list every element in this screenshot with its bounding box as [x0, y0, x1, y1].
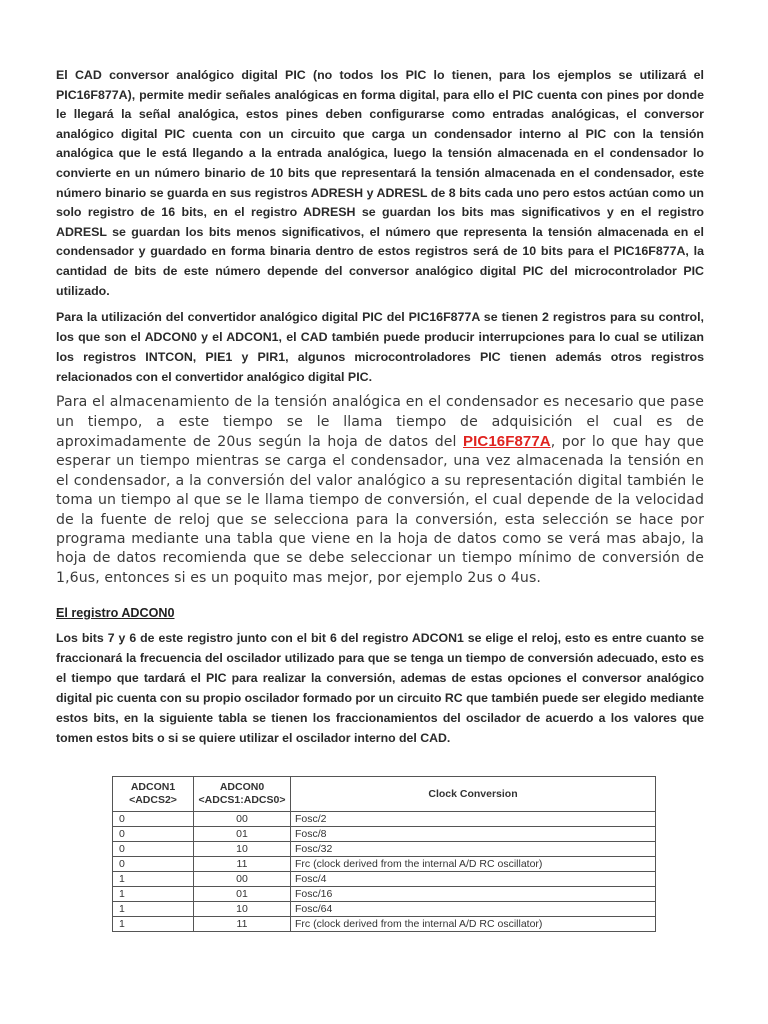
cell-adcs1-adcs0: 10 — [194, 902, 291, 917]
cell-clock-conversion: Fosc/2 — [291, 812, 656, 827]
header-clock-conversion: Clock Conversion — [291, 777, 656, 812]
header-adcon0-line1: ADCON0 — [219, 781, 265, 793]
cell-adcs2: 1 — [113, 872, 194, 887]
table-row — [113, 842, 656, 857]
cell-adcs1-adcs0: 11 — [194, 917, 291, 932]
cell-adcs1-adcs0: 00 — [194, 872, 291, 887]
cell-adcs2: 1 — [113, 917, 194, 932]
cell-clock-conversion: Fosc/32 — [291, 842, 656, 857]
cell-adcs2: 1 — [113, 902, 194, 917]
cell-adcs1-adcs0: 10 — [194, 842, 291, 857]
table-header-row — [113, 777, 656, 812]
cell-clock-conversion: Frc (clock derived from the internal A/D RC oscillator) — [291, 917, 656, 932]
document-page — [56, 66, 704, 748]
pic16f877a-link[interactable]: PIC16F877A — [463, 432, 551, 450]
header-adcon1 — [113, 777, 194, 812]
header-adcon1-line2: <ADCS2> — [129, 794, 177, 806]
cell-clock-conversion: Fosc/64 — [291, 902, 656, 917]
cell-adcs2: 0 — [113, 842, 194, 857]
paragraph-acquisition-text-before: Para el almacenamiento de la tensión analógica en el condensador es necesario que pase un tiempo, a este tiempo se le llama tiempo de adquisición el cual es de aproximadamente de 20us según la hoja de datos del — [56, 394, 704, 450]
table-row — [113, 827, 656, 842]
table-body — [113, 812, 656, 932]
table-row — [113, 917, 656, 932]
table-row — [113, 857, 656, 872]
section-heading-adcon0: El registro ADCON0 — [56, 606, 175, 621]
clock-conversion-table-container — [112, 776, 656, 932]
table-row — [113, 887, 656, 902]
cell-clock-conversion: Fosc/16 — [291, 887, 656, 902]
paragraph-adcon0-bold: Los bits 7 y 6 — [56, 631, 137, 646]
cell-adcs2: 0 — [113, 812, 194, 827]
header-adcon0-line2: <ADCS1:ADCS0> — [198, 794, 286, 806]
header-adcon0 — [194, 777, 291, 812]
table-row — [113, 872, 656, 887]
cell-clock-conversion: Fosc/4 — [291, 872, 656, 887]
paragraph-adcon0-bits — [56, 628, 704, 748]
header-adcon1-line1: ADCON1 — [130, 781, 176, 793]
cell-adcs2: 0 — [113, 857, 194, 872]
paragraph-cad-intro: El CAD conversor analógico digital PIC (no todos los PIC lo tienen, para los ejemplos se utilizará el PIC16F877A), permite medir señales analógicas en forma digital, para ello el PIC cuenta con pines por donde le llegará la señal analógica, estos pines deben configurarse como entradas analógicas, el conversor analógico digital PIC cuenta con un circuito que carga un condensador interno al PIC con la tensión analógica que le está llegando a la entrada analógica, luego la tensión almacenada en el condensador lo convierte en un número binario de 10 bits que representará la tensión almacenada en el condensador, este número binario se guarda en sus registros ADRESH y ADRESL de 8 bits cada uno pero estos actúan como un solo registro de 16 bits, en el registro ADRESH se guardan los bits mas significativos y en el registro ADRESL se guardan los bits menos significativos, el número que representa la tensión almacenada en el condensador y guardado en forma binaria dentro de estos registros será de 10 bits para el PIC16F877A, la cantidad de bits de este número depende del conversor analógico digital PIC del microcontrolador PIC utilizado. — [56, 68, 704, 298]
cell-adcs1-adcs0: 00 — [194, 812, 291, 827]
paragraph-acquisition-time — [56, 393, 704, 588]
cell-adcs1-adcs0: 01 — [194, 887, 291, 902]
cell-adcs2: 1 — [113, 887, 194, 902]
paragraph-cad-registers: Para la utilización del convertidor analógico digital PIC del PIC16F877A se tienen 2 registros para su control, los que son el ADCON0 y el ADCON1, el CAD también puede producir interrupciones para lo cual se utilizan los registros INTCON, PIE1 y PIR1, algunos microcontroladores PIC tienen además otros registros relacionados con el convertidor analógico digital PIC. — [56, 310, 704, 385]
cell-clock-conversion: Fosc/8 — [291, 827, 656, 842]
table-row — [113, 812, 656, 827]
clock-conversion-table — [112, 776, 656, 932]
cell-clock-conversion: Frc (clock derived from the internal A/D RC oscillator) — [291, 857, 656, 872]
table-row — [113, 902, 656, 917]
cell-adcs1-adcs0: 01 — [194, 827, 291, 842]
paragraph-acquisition-text-after: , por lo que hay que esperar un tiempo mientras se carga el condensador, una vez almacenada la tensión en el condensador, a la conversión del valor analógico a su representación digital también le toma un tiempo al que se le llama tiempo de conversión, el cual depende de la velocidad de la fuente de reloj que se selecciona para la conversión, esta selección se hace por programa mediante una tabla que viene en la hoja de datos como se verá mas abajo, la hoja de datos recomienda que se debe seleccionar un tiempo mínimo de conversión de 1,6us, entonces si es un poquito mas mejor, por ejemplo 2us o 4us. — [56, 433, 705, 586]
cell-adcs2: 0 — [113, 827, 194, 842]
paragraph-adcon0-text: de este registro junto con el bit 6 del registro ADCON1 se elige el reloj, esto es entre cuanto se fraccionará la frecuencia del oscilador utilizado para que se tenga un tiempo de conversión adecuado, esto es el tiempo que tardará el PIC para realizar la conversión, ademas de estas opciones el conversor analógico digital pic cuenta con su propio oscilador formado por un circuito RC que también puede ser elegido mediante estos bits, en la siguiente tabla se tienen los fraccionamientos del oscilador de acuerdo a los valores que tomen estos bits o si se quiere utilizar el oscilador interno del CAD. — [56, 631, 704, 746]
cell-adcs1-adcs0: 11 — [194, 857, 291, 872]
